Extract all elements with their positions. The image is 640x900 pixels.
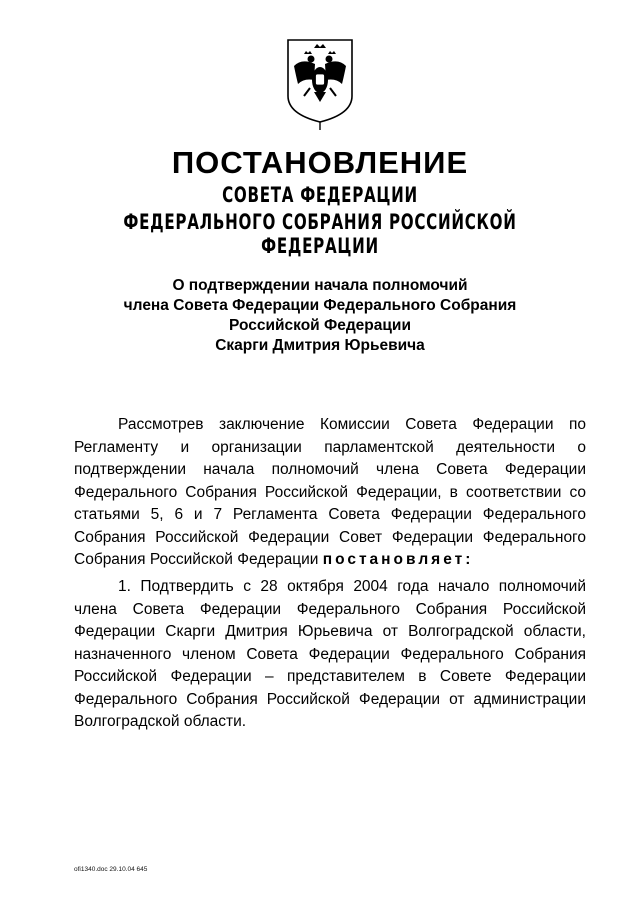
subject-line: Скарги Дмитрия Юрьевича xyxy=(215,337,425,354)
body-paragraph-2: 1. Подтвердить с 28 октября 2004 года начало полномочий члена Совета Федерации Федерального Собрания Российской Федерации Скарги Дмитрия Юрьевича от Волгоградской области, назначенного членом Совета Федерации Федерального Собрания Российской Федерации – представителем в Совете Федерации Федерального Собрания Российской Федерации от администрации Волгоградской области. xyxy=(74,578,586,730)
coat-of-arms-icon xyxy=(284,36,356,132)
document-subtitle-line1: СОВЕТА ФЕДЕРАЦИИ xyxy=(222,183,418,207)
subject-line: Российской Федерации xyxy=(229,317,411,334)
file-reference: ofi1340.doc 29.10.04 645 xyxy=(74,866,148,873)
document-subtitle-line2: ФЕДЕРАЛЬНОГО СОБРАНИЯ РОССИЙСКОЙ ФЕДЕРАЦИИ xyxy=(123,210,517,258)
subject-line: О подтверждении начала полномочий xyxy=(172,277,468,294)
body-paragraph-1 xyxy=(74,414,586,572)
decree-word: постановляет: xyxy=(322,551,474,568)
document-title: ПОСТАНОВЛЕНИЕ xyxy=(171,145,469,180)
subject-line: члена Совета Федерации Федерального Собрания xyxy=(123,297,517,314)
document-subject xyxy=(0,276,640,356)
paragraph-1-text: Рассмотрев заключение Комиссии Совета Федерации по Регламенту и организации парламентской деятельности о подтверждении начала полномочий члена Совета Федерации Федерального Собрания Российской Федерации, в соответствии со статьями 5, 6 и 7 Регламента Совета Федерации Федерального Собрания Российской Федерации Совет Федерации Федерального Собрания Российской Федерации xyxy=(74,416,586,568)
